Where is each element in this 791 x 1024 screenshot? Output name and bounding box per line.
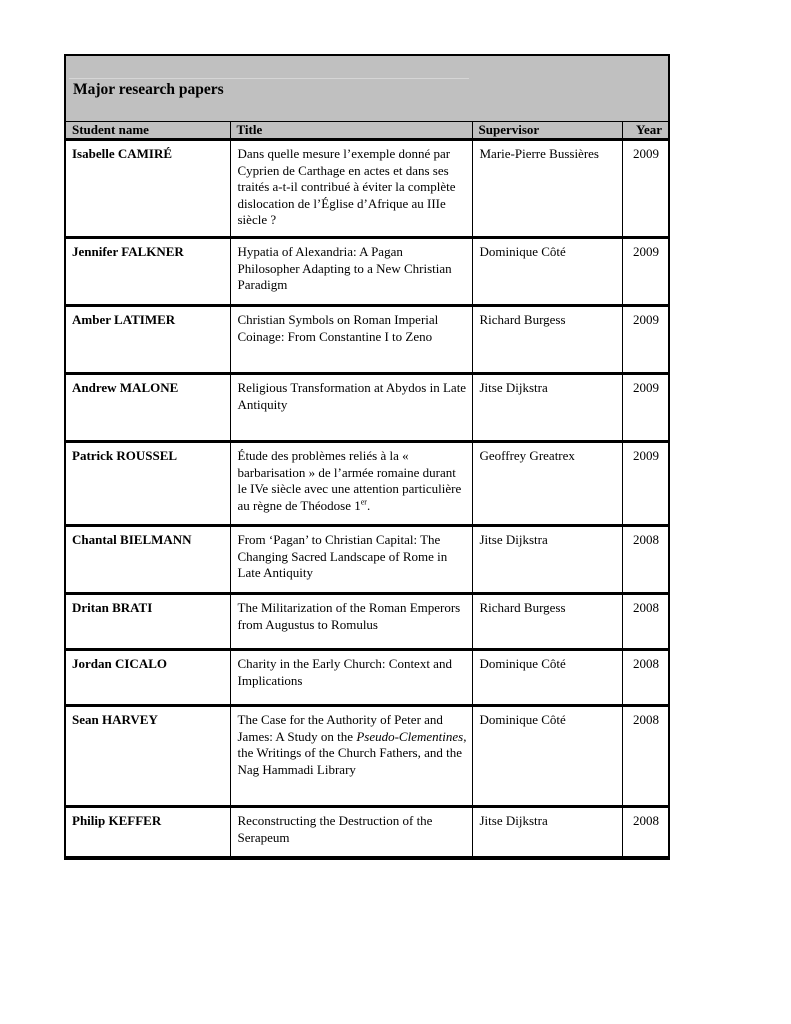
supervisor-name: Jitse Dijkstra — [472, 374, 622, 442]
paper-title: From ‘Pagan’ to Christian Capital: The Changing Sacred Landscape of Rome in Late Antiquity — [230, 526, 472, 594]
title-italic: Pseudo-Clementines — [356, 728, 464, 744]
table-row — [65, 442, 669, 526]
paper-title — [230, 442, 472, 526]
supervisor-name: Dominique Côté — [472, 706, 622, 807]
paper-title: Christian Symbols on Roman Imperial Coinage: From Constantine I to Zeno — [230, 306, 472, 374]
table-row — [65, 306, 669, 374]
table-row — [65, 594, 669, 650]
title-end: . — [366, 497, 371, 513]
column-header-student: Student name — [65, 122, 230, 140]
table-row — [65, 706, 669, 807]
table-caption: Major research papers — [73, 81, 224, 98]
supervisor-name: Marie-Pierre Bussières — [472, 140, 622, 238]
column-header-year: Year — [622, 122, 669, 140]
year-value: 2008 — [622, 650, 669, 706]
paper-title: Reconstructing the Destruction of the Serapeum — [230, 807, 472, 858]
paper-title: Charity in the Early Church: Context and Implications — [230, 650, 472, 706]
table-row — [65, 374, 669, 442]
paper-title: Religious Transformation at Abydos in Late Antiquity — [230, 374, 472, 442]
research-papers-section — [64, 54, 668, 860]
year-value: 2009 — [622, 238, 669, 306]
student-name: Isabelle CAMIRÉ — [65, 140, 230, 238]
table-row — [65, 807, 669, 858]
supervisor-name: Geoffrey Greatrex — [472, 442, 622, 526]
research-papers-table — [64, 54, 670, 860]
paper-title-text: Étude des problèmes reliés à la « barbarisation » de l’armée romaine durant le IVe siècle avec une attention particulière au règne de Théodose 1 — [237, 448, 462, 513]
year-value: 2008 — [622, 706, 669, 807]
year-value: 2009 — [622, 306, 669, 374]
paper-title: Hypatia of Alexandria: A Pagan Philosopher Adapting to a New Christian Paradigm — [230, 238, 472, 306]
paper-title-text: , the Writings of the Church Fathers, and the Nag Hammadi Library — [237, 728, 467, 777]
student-name: Chantal BIELMANN — [65, 526, 230, 594]
supervisor-name: Richard Burgess — [472, 306, 622, 374]
supervisor-name: Jitse Dijkstra — [472, 526, 622, 594]
table-row — [65, 526, 669, 594]
student-name: Dritan BRATI — [65, 594, 230, 650]
student-name: Philip KEFFER — [65, 807, 230, 858]
student-name: Jennifer FALKNER — [65, 238, 230, 306]
year-value: 2008 — [622, 526, 669, 594]
student-name: Amber LATIMER — [65, 306, 230, 374]
year-value: 2008 — [622, 807, 669, 858]
paper-title: Dans quelle mesure l’exemple donné par Cyprien de Carthage en actes et dans ses traités a-t-il contribué à éviter la complète dislocation de l’Église d’Afrique au IIIe siècle ? — [230, 140, 472, 238]
caption-rule — [69, 78, 469, 79]
table-row — [65, 238, 669, 306]
column-header-supervisor: Supervisor — [472, 122, 622, 140]
student-name: Sean HARVEY — [65, 706, 230, 807]
table-row — [65, 140, 669, 238]
year-value: 2008 — [622, 594, 669, 650]
student-name: Patrick ROUSSEL — [65, 442, 230, 526]
supervisor-name: Jitse Dijkstra — [472, 807, 622, 858]
paper-title-text: The Case for the Authority of Peter and James: A Study on the — [237, 712, 443, 744]
paper-title: The Militarization of the Roman Emperors from Augustus to Romulus — [230, 594, 472, 650]
table-row — [65, 650, 669, 706]
title-superscript: er — [360, 497, 367, 507]
year-value: 2009 — [622, 140, 669, 238]
paper-title — [230, 706, 472, 807]
student-name: Jordan CICALO — [65, 650, 230, 706]
column-header-title: Title — [230, 122, 472, 140]
supervisor-name: Dominique Côté — [472, 650, 622, 706]
supervisor-name: Richard Burgess — [472, 594, 622, 650]
year-value: 2009 — [622, 442, 669, 526]
year-value: 2009 — [622, 374, 669, 442]
table-caption-cell — [65, 55, 669, 122]
column-header-row — [65, 122, 669, 140]
student-name: Andrew MALONE — [65, 374, 230, 442]
supervisor-name: Dominique Côté — [472, 238, 622, 306]
